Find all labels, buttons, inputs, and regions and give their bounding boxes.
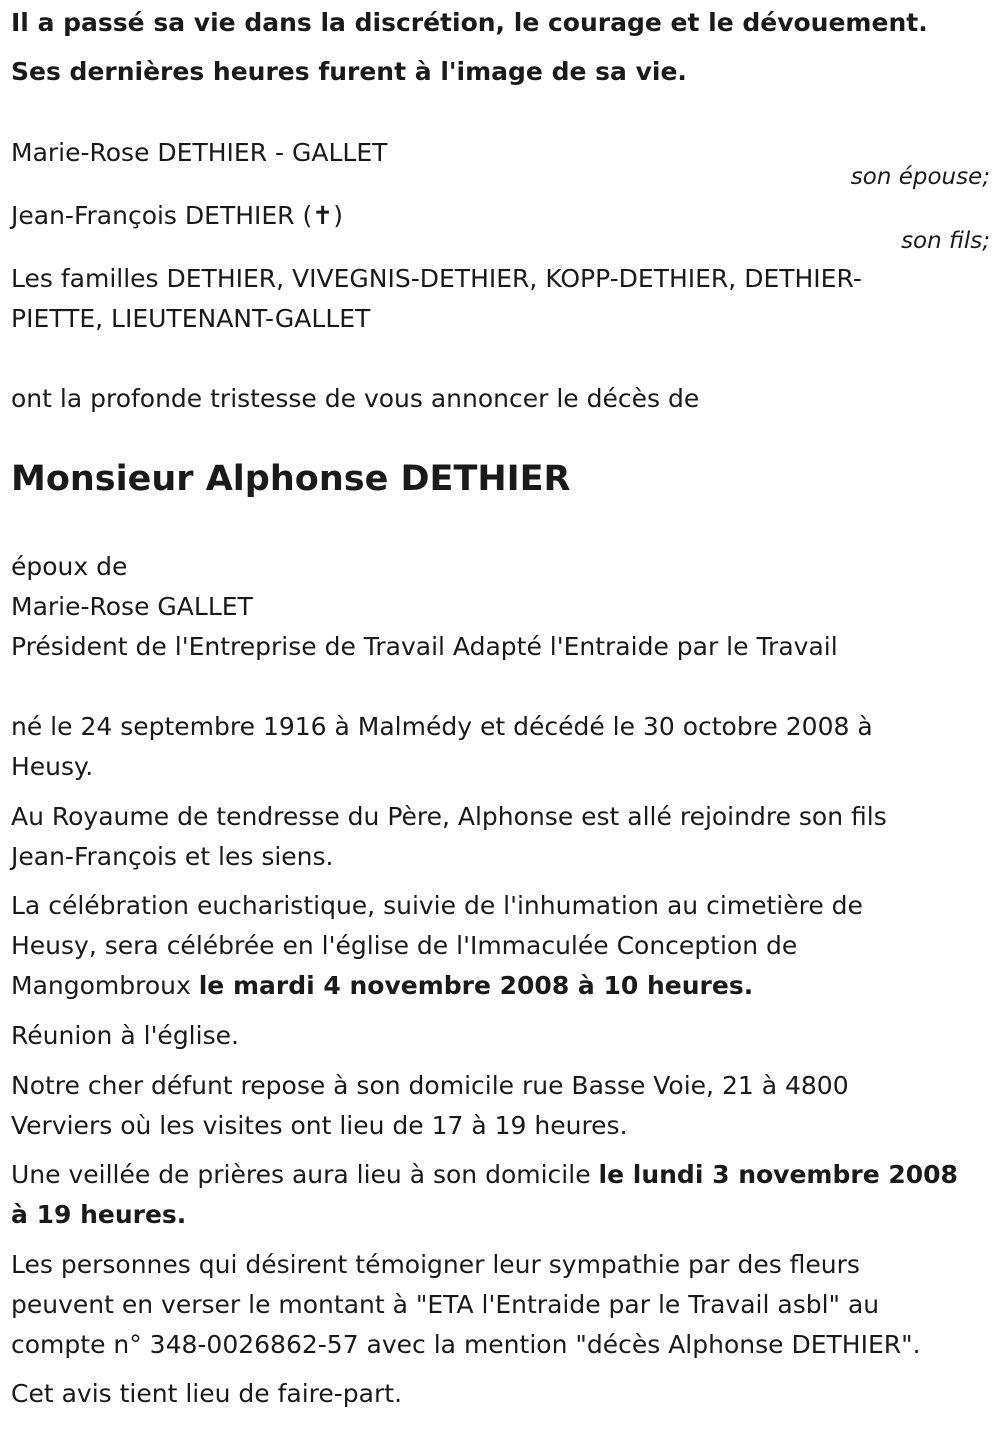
celebration-place: Mangombroux bbox=[11, 971, 199, 1000]
flowers-line-1: Les personnes qui désirent témoigner leur sympathie par des fleurs bbox=[11, 1250, 860, 1279]
families-line-2: PIETTE, LIEUTENANT-GALLET bbox=[11, 304, 371, 333]
birth-death-line-1: né le 24 septembre 1916 à Malmédy et décédé le 30 octobre 2008 à bbox=[11, 712, 873, 741]
flowers-line-3: compte n° 348-0026862-57 avec la mention "décès Alphonse DETHIER". bbox=[11, 1330, 921, 1359]
son-role: son fils; bbox=[901, 228, 990, 254]
families-line-1: Les familles DETHIER, VIVEGNIS-DETHIER, KOPP-DETHIER, DETHIER- bbox=[11, 264, 862, 293]
celebration-line-3 bbox=[11, 971, 753, 1000]
son-name: Jean-François DETHIER (✝) bbox=[11, 201, 343, 230]
vigil-line-1 bbox=[11, 1160, 958, 1189]
spouse-role: son épouse; bbox=[850, 164, 990, 190]
celebration-line-1: La célébration eucharistique, suivie de l'inhumation au cimetière de bbox=[11, 891, 863, 920]
intro-line-2: Ses dernières heures furent à l'image de sa vie. bbox=[11, 57, 687, 86]
flowers-line-2: peuvent en verser le montant à "ETA l'Entraide par le Travail asbl" au bbox=[11, 1290, 880, 1319]
kingdom-line-1: Au Royaume de tendresse du Père, Alphonse est allé rejoindre son fils bbox=[11, 802, 887, 831]
vigil-date: le lundi 3 novembre 2008 bbox=[598, 1160, 958, 1189]
kingdom-line-2: Jean-François et les siens. bbox=[11, 842, 334, 871]
deceased-spouse: Marie-Rose GALLET bbox=[11, 592, 253, 621]
closing: Cet avis tient lieu de faire-part. bbox=[11, 1379, 403, 1408]
vigil-time: à 19 heures. bbox=[11, 1200, 187, 1229]
rest-line-2: Verviers où les visites ont lieu de 17 à 19 heures. bbox=[11, 1111, 628, 1140]
spouse-name: Marie-Rose DETHIER - GALLET bbox=[11, 138, 388, 167]
announcement: ont la profonde tristesse de vous annoncer le décès de bbox=[11, 384, 700, 413]
birth-death-line-2: Heusy. bbox=[11, 752, 94, 781]
celebration-line-2: Heusy, sera célébrée en l'église de l'Immaculée Conception de bbox=[11, 931, 798, 960]
reunion: Réunion à l'église. bbox=[11, 1021, 239, 1050]
intro-line-1: Il a passé sa vie dans la discrétion, le courage et le dévouement. bbox=[11, 8, 928, 37]
deceased-title: Président de l'Entreprise de Travail Adapté l'Entraide par le Travail bbox=[11, 632, 838, 661]
celebration-date: le mardi 4 novembre 2008 à 10 heures. bbox=[198, 971, 754, 1000]
deceased-name: Monsieur Alphonse DETHIER bbox=[11, 459, 571, 499]
spouse-label: époux de bbox=[11, 552, 128, 581]
rest-line-1: Notre cher défunt repose à son domicile rue Basse Voie, 21 à 4800 bbox=[11, 1071, 849, 1100]
vigil-text: Une veillée de prières aura lieu à son domicile bbox=[11, 1160, 599, 1189]
